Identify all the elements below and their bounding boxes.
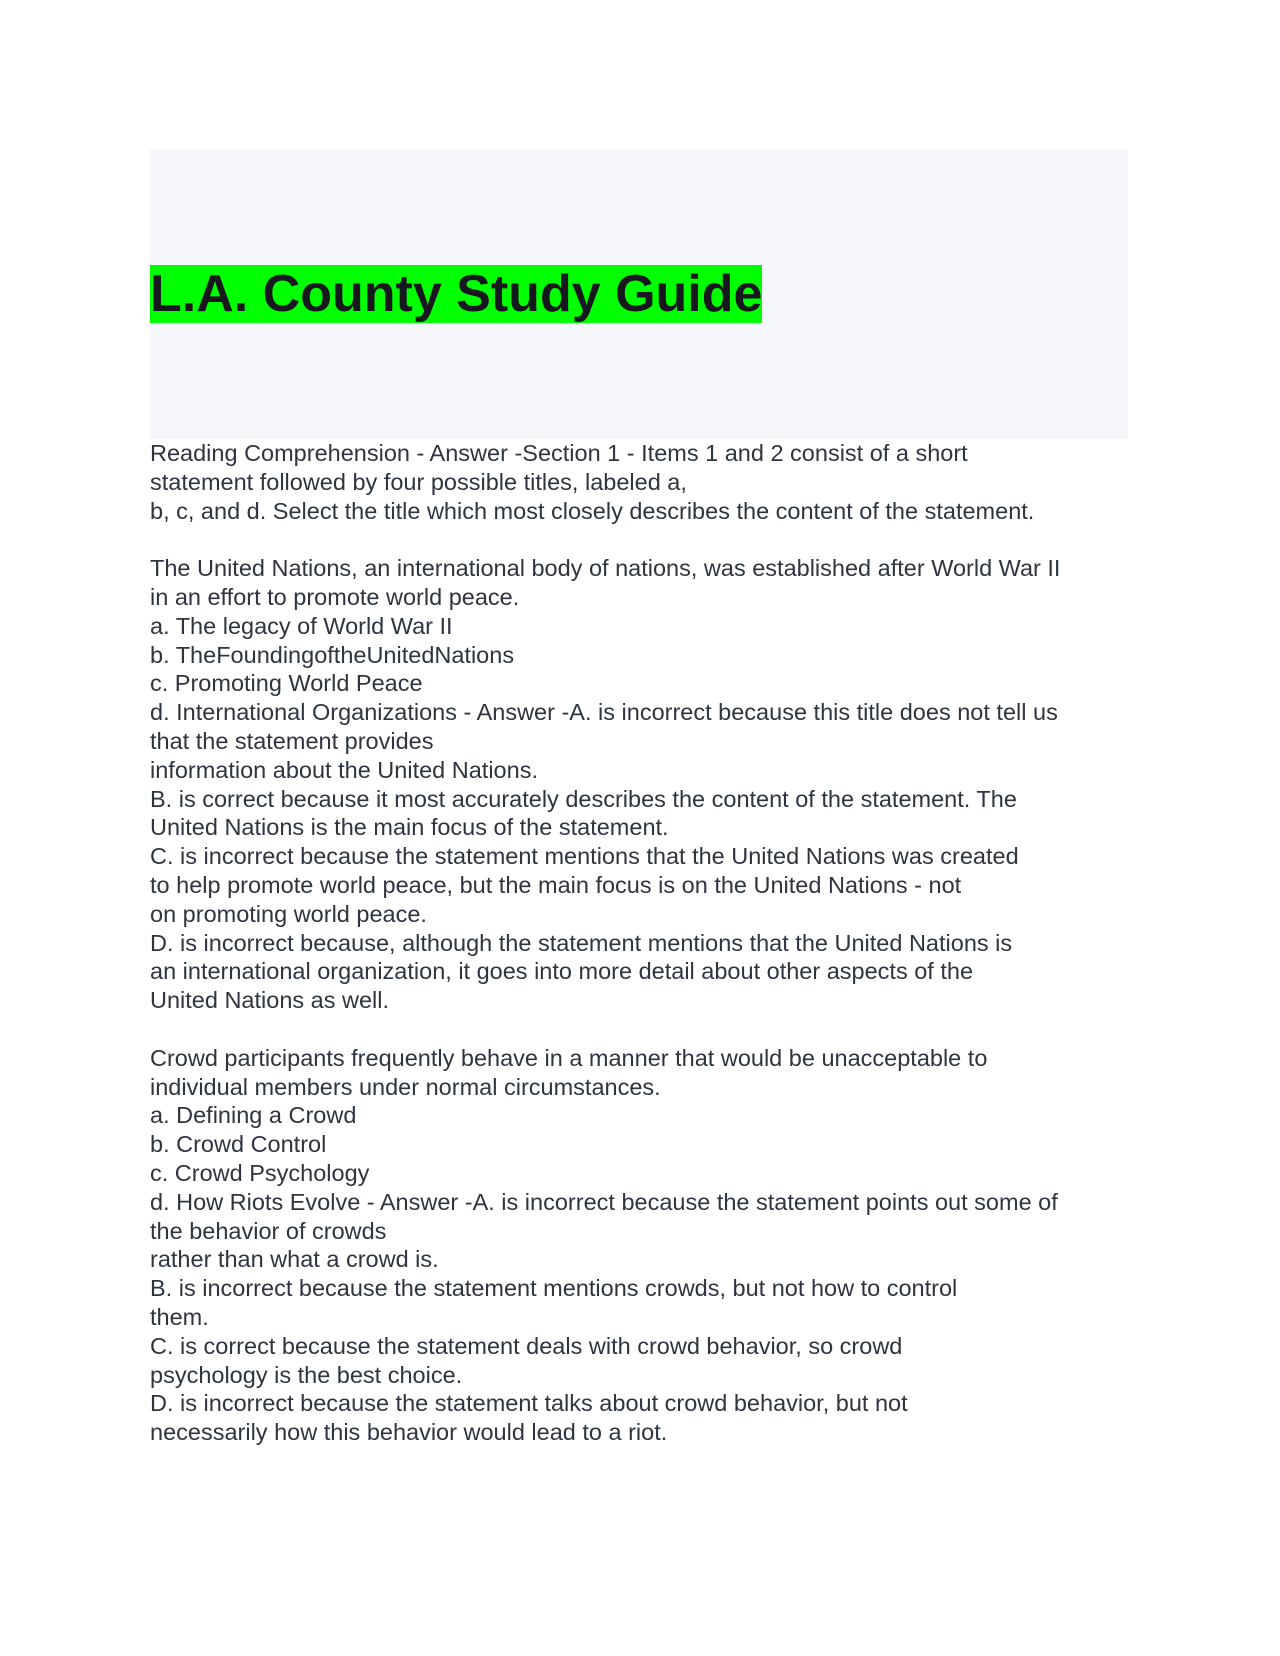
page-title: [150, 265, 763, 323]
question-2-answer-line: d. How Riots Evolve - Answer -A. is incorrect because the statement points out some of: [150, 1188, 1058, 1215]
question-2-option-c: c. Crowd Psychology: [150, 1159, 370, 1186]
question-2-statement-line: individual members under normal circumstances.: [150, 1073, 661, 1100]
intro-paragraph: [150, 439, 1130, 525]
document-body: [150, 439, 1130, 1447]
question-2-answer-line: B. is incorrect because the statement mentions crowds, but not how to control: [150, 1275, 958, 1302]
question-1-answer-line: that the statement provides: [150, 727, 434, 754]
question-1-answer-line: United Nations as well.: [150, 987, 390, 1014]
question-2-answer-line: psychology is the best choice.: [150, 1361, 463, 1388]
question-1-answer-line: C. is incorrect because the statement mentions that the United Nations was created: [150, 843, 1019, 870]
intro-line: Reading Comprehension - Answer -Section 1 - Items 1 and 2 consist of a short: [150, 440, 968, 466]
question-2-answer-line: necessarily how this behavior would lead to a riot.: [150, 1419, 668, 1446]
question-2-answer-line: rather than what a crowd is.: [150, 1246, 439, 1273]
question-1-answer-line: D. is incorrect because, although the statement mentions that the United Nations is: [150, 929, 1013, 956]
question-1-option-c: c. Promoting World Peace: [150, 670, 423, 697]
question-1-answer-line: on promoting world peace.: [150, 900, 427, 927]
question-1-answer-line: an international organization, it goes into more detail about other aspects of the: [150, 958, 974, 985]
question-2-answer-line: C. is correct because the statement deals with crowd behavior, so crowd: [150, 1332, 903, 1359]
question-2-option-a: a. Defining a Crowd: [150, 1102, 357, 1129]
question-2-answer-line: them.: [150, 1303, 209, 1330]
question-1-option-a: a. The legacy of World War II: [150, 612, 453, 639]
question-1-answer-line: d. International Organizations - Answer -A. is incorrect because this title does not tell us: [150, 699, 1058, 726]
question-1-answer-line: United Nations is the main focus of the statement.: [150, 814, 669, 841]
question-1-answer-line: information about the United Nations.: [150, 756, 538, 783]
question-1-option-b: b. TheFoundingoftheUnitedNations: [150, 641, 515, 668]
intro-line: statement followed by four possible titles, labeled a,: [150, 468, 687, 495]
question-1-answer-line: B. is correct because it most accurately describes the content of the statement. The: [150, 785, 1017, 812]
question-2-answer-line: D. is incorrect because the statement talks about crowd behavior, but not: [150, 1390, 908, 1417]
question-1-statement-line: in an effort to promote world peace.: [150, 583, 520, 610]
title-highlight: L.A. County Study Guide: [150, 265, 763, 323]
question-2-option-b: b. Crowd Control: [150, 1131, 327, 1158]
question-1: [150, 554, 1130, 1015]
paragraph-gap: [150, 525, 1130, 554]
paragraph-gap: [150, 1015, 1130, 1044]
question-2-statement-line: Crowd participants frequently behave in a manner that would be unacceptable to: [150, 1044, 988, 1071]
question-2: [150, 1044, 1130, 1447]
question-1-answer-line: to help promote world peace, but the main focus is on the United Nations - not: [150, 871, 962, 898]
question-1-statement-line: The United Nations, an international body of nations, was established after World War II: [150, 555, 1061, 582]
question-2-answer-line: the behavior of crowds: [150, 1217, 387, 1244]
intro-line: b, c, and d. Select the title which most closely describes the content of the statement.: [150, 497, 1035, 524]
